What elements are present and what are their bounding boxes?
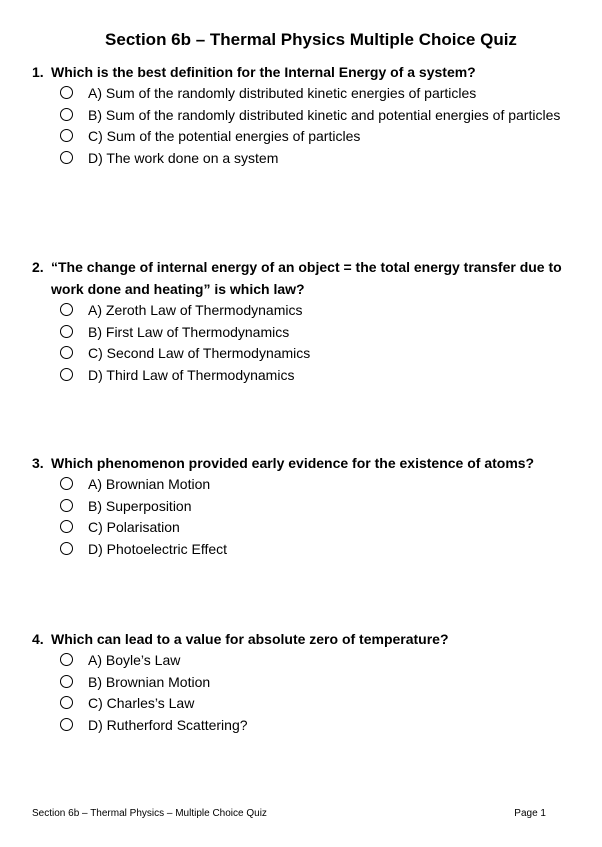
option-label: B) Superposition [88, 497, 192, 514]
option-label: B) Sum of the randomly distributed kinetic and potential energies of particles [88, 106, 561, 123]
answer-options [32, 300, 572, 386]
option-d[interactable] [60, 148, 572, 170]
question-3 [32, 452, 572, 560]
radio-button-icon[interactable] [60, 675, 73, 688]
radio-button-icon[interactable] [60, 542, 73, 555]
question-prompt: “The change of internal energy of an object = the total energy transfer due to work done and heating” is which law? [51, 259, 562, 297]
option-label: C) Sum of the potential energies of particles [88, 128, 361, 144]
question-text [32, 61, 572, 83]
option-label: C) Polarisation [88, 519, 180, 535]
option-label: D) Third Law of Thermodynamics [88, 366, 295, 383]
option-d[interactable] [60, 539, 572, 561]
option-label: D) Photoelectric Effect [88, 540, 228, 557]
question-4 [32, 628, 572, 736]
answer-options [32, 650, 572, 736]
option-a[interactable] [60, 83, 572, 105]
question-number: 1. [32, 64, 44, 80]
option-label: D) The work done on a system [88, 149, 279, 166]
question-prompt: Which can lead to a value for absolute zero of temperature? [51, 631, 449, 647]
radio-button-icon[interactable] [60, 653, 73, 666]
option-d[interactable] [60, 365, 572, 387]
question-number: 4. [32, 631, 44, 647]
option-label: A) Sum of the randomly distributed kinetic energies of particles [88, 85, 477, 101]
radio-button-icon[interactable] [60, 86, 73, 99]
option-b[interactable] [60, 496, 572, 518]
radio-button-icon[interactable] [60, 718, 73, 731]
answer-options [32, 474, 572, 560]
option-a[interactable] [60, 650, 572, 672]
answer-options [32, 83, 572, 169]
option-b[interactable] [60, 322, 572, 344]
radio-button-icon[interactable] [60, 499, 73, 512]
option-b[interactable] [60, 105, 572, 127]
radio-button-icon[interactable] [60, 520, 73, 533]
option-c[interactable] [60, 693, 572, 715]
option-label: A) Zeroth Law of Thermodynamics [88, 302, 303, 318]
option-b[interactable] [60, 672, 572, 694]
question-2 [32, 256, 572, 386]
footer-document-title: Section 6b – Thermal Physics – Multiple Choice Quiz [32, 808, 267, 819]
option-a[interactable] [60, 300, 572, 322]
option-label: C) Charles’s Law [88, 695, 195, 711]
question-prompt: Which is the best definition for the Internal Energy of a system? [51, 64, 476, 80]
radio-button-icon[interactable] [60, 696, 73, 709]
radio-button-icon[interactable] [60, 346, 73, 359]
option-label: B) First Law of Thermodynamics [88, 323, 290, 340]
question-text [32, 256, 572, 300]
option-label: A) Boyle’s Law [88, 652, 181, 668]
option-d[interactable] [60, 715, 572, 737]
radio-button-icon[interactable] [60, 325, 73, 338]
radio-button-icon[interactable] [60, 129, 73, 142]
option-c[interactable] [60, 517, 572, 539]
question-number: 2. [32, 259, 44, 275]
radio-button-icon[interactable] [60, 303, 73, 316]
radio-button-icon[interactable] [60, 477, 73, 490]
question-text [32, 452, 572, 474]
question-number: 3. [32, 455, 44, 471]
page-footer [32, 808, 546, 819]
radio-button-icon[interactable] [60, 151, 73, 164]
option-c[interactable] [60, 126, 572, 148]
radio-button-icon[interactable] [60, 368, 73, 381]
option-a[interactable] [60, 474, 572, 496]
option-label: A) Brownian Motion [88, 476, 211, 492]
option-label: B) Brownian Motion [88, 673, 211, 690]
page-title: Section 6b – Thermal Physics Multiple Choice Quiz [105, 30, 517, 49]
question-text [32, 628, 572, 650]
question-1 [32, 61, 572, 169]
option-label: C) Second Law of Thermodynamics [88, 345, 311, 361]
footer-page-number: Page 1 [514, 808, 546, 819]
radio-button-icon[interactable] [60, 108, 73, 121]
option-c[interactable] [60, 343, 572, 365]
question-prompt: Which phenomenon provided early evidence for the existence of atoms? [51, 455, 535, 471]
option-label: D) Rutherford Scattering? [88, 716, 248, 733]
